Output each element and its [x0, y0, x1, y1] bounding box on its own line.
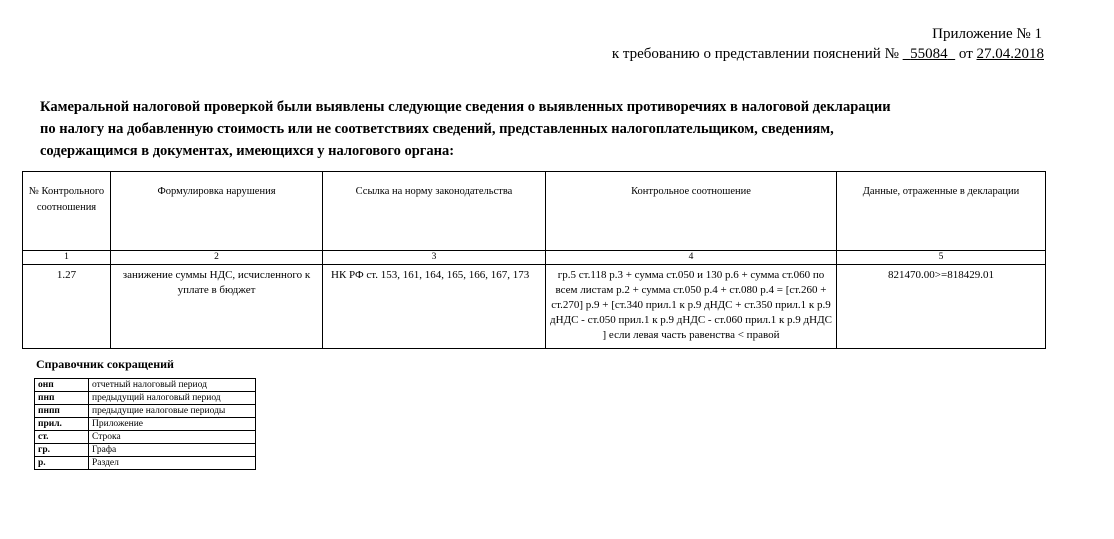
abbreviation-meaning: предыдущий налоговый период	[89, 392, 256, 405]
declared-data-cell: 821470.00>=818429.01	[837, 265, 1046, 349]
column-number: 4	[546, 251, 837, 265]
table-row	[23, 265, 1046, 349]
column-number-row	[23, 251, 1046, 265]
column-number: 1	[23, 251, 111, 265]
column-header-violation: Формулировка нарушения	[111, 172, 323, 251]
heading-line: Камеральной налоговой проверкой были выявлены следующие сведения о выявленных противоречиях в налоговой декларации	[40, 99, 891, 115]
abbreviation-row	[35, 405, 256, 418]
abbreviation-row	[35, 392, 256, 405]
violation-cell: занижение суммы НДС, исчисленного к уплате в бюджет	[111, 265, 323, 349]
request-date: 27.04.2018	[976, 46, 1044, 62]
ratio-number-cell: 1.27	[23, 265, 111, 349]
column-header-law-ref: Ссылка на норму законодательства	[323, 172, 546, 251]
abbreviation-code: р.	[35, 457, 89, 470]
abbreviations-table	[34, 378, 256, 470]
abbreviation-meaning: Графа	[89, 444, 256, 457]
abbreviation-row	[35, 457, 256, 470]
column-header-declared-data: Данные, отраженные в декларации	[837, 172, 1046, 251]
abbreviation-meaning: Приложение	[89, 418, 256, 431]
abbreviation-code: пнп	[35, 392, 89, 405]
request-number: 55084	[910, 46, 948, 62]
abbreviation-meaning: Раздел	[89, 457, 256, 470]
abbreviation-code: онп	[35, 379, 89, 392]
heading-line: по налогу на добавленную стоимость или не соответствиях сведений, представленных налогоплательщиком, сведениям,	[40, 121, 834, 137]
abbreviation-code: прил.	[35, 418, 89, 431]
column-number: 3	[323, 251, 546, 265]
abbreviations-title: Справочник сокращений	[36, 357, 174, 371]
request-prefix: к требованию о представлении пояснений №	[611, 46, 899, 62]
abbreviation-row	[35, 418, 256, 431]
law-reference-cell: НК РФ ст. 153, 161, 164, 165, 166, 167, 173	[323, 265, 546, 349]
abbreviation-meaning: Строка	[89, 431, 256, 444]
abbreviation-meaning: предыдущие налоговые периоды	[89, 405, 256, 418]
column-number: 2	[111, 251, 323, 265]
appendix-title: Приложение № 1	[932, 26, 1042, 42]
column-number: 5	[837, 251, 1046, 265]
control-ratio-cell: гр.5 ст.118 р.3 + сумма ст.050 и 130 р.6 + сумма ст.060 по всем листам р.2 + сумма ст.050 р.4 + ст.080 р.4 = [ст.260 + ст.270] р.9 + [ст.340 прил.1 к р.9 дНДС + ст.350 прил.1 к р.9 дНДС - ст.050 прил.1 к р.9 дНДС - ст.060 прил.1 к р.9 дНДС ] если левая часть равенства < правой	[546, 265, 837, 349]
request-line	[612, 46, 1044, 63]
table-header-row	[23, 172, 1046, 251]
column-header-control-ratio: Контрольное соотношение	[546, 172, 837, 251]
heading-line: содержащимся в документах, имеющихся у налогового органа:	[40, 143, 455, 159]
date-prefix: от	[958, 46, 973, 62]
abbreviation-code: ст.	[35, 431, 89, 444]
abbreviation-code: гр.	[35, 444, 89, 457]
column-header-ratio-no: № Контрольного соотношения	[23, 172, 111, 251]
abbreviation-code: пнпп	[35, 405, 89, 418]
abbreviation-row	[35, 431, 256, 444]
findings-heading	[40, 96, 1000, 162]
abbreviation-meaning: отчетный налоговый период	[89, 379, 256, 392]
abbreviation-row	[35, 444, 256, 457]
discrepancy-table	[22, 171, 1046, 349]
abbreviation-row	[35, 379, 256, 392]
